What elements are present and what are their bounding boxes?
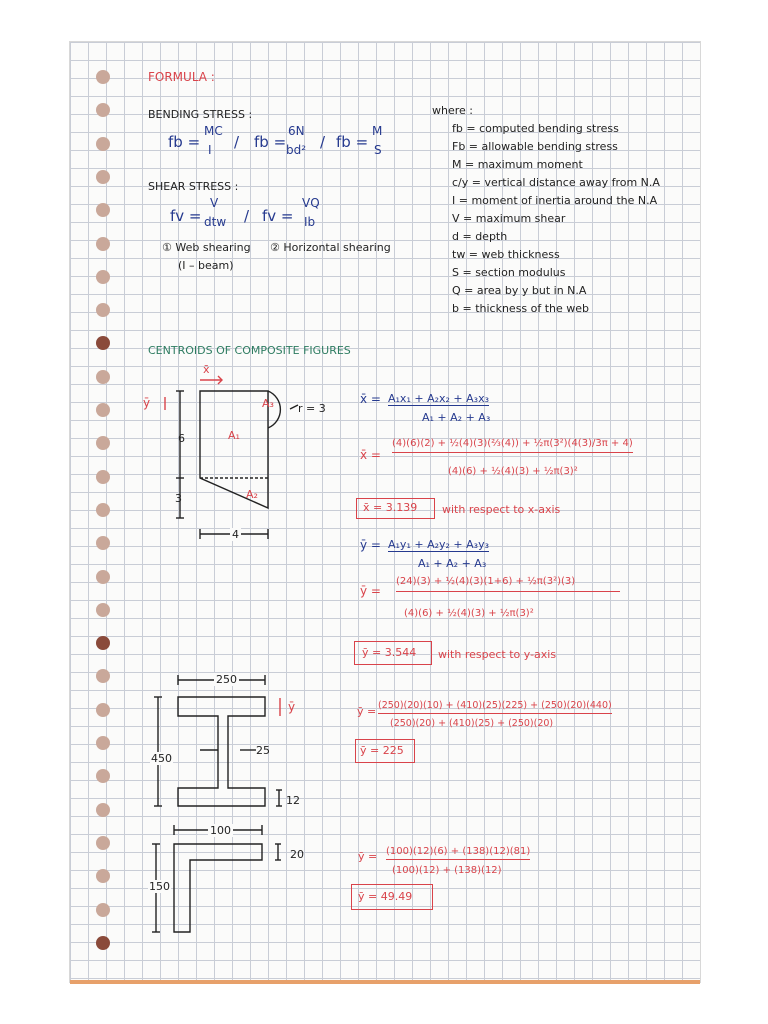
shear-stress-label: SHEAR STRESS :: [148, 180, 239, 193]
bending-f3-num: M: [372, 124, 383, 138]
where-item: V = maximum shear: [452, 212, 566, 225]
bending-sep1: /: [234, 133, 240, 151]
bending-f3-den: S: [374, 143, 382, 157]
bending-f1-den: I: [208, 143, 212, 157]
bending-f2-den: bd²: [286, 143, 307, 157]
angle-dim-top: 100: [210, 824, 231, 837]
fig1-ybar-label: ȳ: [143, 396, 151, 410]
ibeam-dim-web: 25: [256, 744, 270, 757]
shear-note-1-sub: (I – beam): [178, 259, 234, 272]
ibeam-ybar-label: ȳ: [288, 700, 296, 714]
xbar-eq1-lhs: x̄ =: [360, 392, 381, 406]
xbar-eq2-den: (4)(6) + ½(4)(3) + ½π(3)²: [448, 466, 578, 477]
fig1-A2-label: A₂: [246, 488, 258, 501]
where-item: Fb = allowable bending stress: [452, 140, 618, 153]
where-item: fb = computed bending stress: [452, 122, 619, 135]
bending-f1-lhs: fb =: [168, 133, 201, 151]
shear-f2-den: Ib: [304, 215, 316, 229]
ibeam-outline: [178, 697, 265, 806]
where-item: d = depth: [452, 230, 508, 243]
fig1-A1-label: A₁: [228, 429, 240, 442]
ibeam-eq-lhs: ȳ =: [357, 705, 377, 718]
bending-f3-lhs: fb =: [336, 133, 369, 151]
xbar-result: x̄ = 3.139: [363, 501, 418, 514]
ibeam-dim-top: 250: [216, 673, 237, 686]
where-item: I = moment of inertia around the N.A: [452, 194, 658, 207]
ibeam-eq-num: (250)(20)(10) + (410)(25)(225) + (250)(20)(440): [378, 700, 612, 714]
ibeam-eq-den: (250)(20) + (410)(25) + (250)(20): [390, 718, 554, 729]
ybar-eq2-num: (24)(3) + ½(4)(3)(1+6) + ½π(3²)(3): [396, 576, 620, 592]
shear-f1-den: dtw: [204, 215, 227, 229]
fig1-dim-6: 6: [178, 432, 185, 445]
bending-f2-lhs: fb =: [254, 133, 287, 151]
angle-result: ȳ = 49.49: [358, 890, 413, 903]
xbar-eq2-lhs: x̄ =: [360, 448, 381, 462]
bending-stress-label: BENDING STRESS :: [148, 108, 253, 121]
ybar-eq1-num: A₁y₁ + A₂y₂ + A₃y₃: [388, 538, 489, 551]
angle-dim-height: 150: [149, 880, 170, 893]
fig1-xbar-label: x̄: [203, 363, 210, 376]
angle-eq-lhs: ȳ =: [358, 850, 378, 863]
ybar-note: with respect to y-axis: [438, 648, 557, 661]
where-item: b = thickness of the web: [452, 302, 590, 315]
ibeam-dim-flange: 12: [286, 794, 300, 807]
xbar-eq1-num: A₁x₁ + A₂x₂ + A₃x₃: [388, 392, 489, 405]
xbar-note: with respect to x-axis: [442, 503, 561, 516]
xbar-eq1-den: A₁ + A₂ + A₃: [422, 411, 491, 424]
centroids-heading: CENTROIDS OF COMPOSITE FIGURES: [148, 344, 351, 357]
bending-sep2: /: [320, 133, 326, 151]
bending-f2-num: 6N: [288, 124, 305, 138]
bending-f1-num: MC: [204, 124, 223, 138]
ybar-eq1-lhs: ȳ =: [360, 538, 381, 552]
ybar-result: ȳ = 3.544: [362, 646, 417, 659]
fig1-dim-4: 4: [232, 528, 239, 541]
ybar-eq2-den: (4)(6) + ½(4)(3) + ½π(3)²: [404, 608, 534, 619]
angle-eq-num: (100)(12)(6) + (138)(12)(81): [386, 846, 530, 860]
where-item: c/y = vertical distance away from N.A: [452, 176, 660, 189]
fig1-dim-3: 3: [175, 492, 182, 505]
where-item: M = maximum moment: [452, 158, 583, 171]
where-label: where :: [432, 104, 473, 117]
fig1-radius-label: r = 3: [298, 402, 326, 415]
ibeam-result: ȳ = 225: [360, 744, 404, 757]
where-item: Q = area by y but in N.A: [452, 284, 587, 297]
angle-dim-flange: 20: [290, 848, 304, 861]
shear-note-1: ① Web shearing: [162, 241, 251, 254]
fig1-A3-label: A₃: [262, 397, 274, 410]
shear-note-2: ② Horizontal shearing: [270, 241, 391, 254]
ybar-eq2-lhs: ȳ =: [360, 584, 381, 598]
shear-sep: /: [244, 207, 250, 225]
xbar-eq2-num: (4)(6)(2) + ½(4)(3)(⅔(4)) + ½π(3²)(4(3)/3π + 4): [392, 438, 633, 453]
shear-f2-lhs: fv =: [262, 207, 294, 225]
shear-f2-num: VQ: [302, 196, 320, 210]
where-item: tw = web thickness: [452, 248, 560, 261]
formula-heading: FORMULA :: [148, 70, 215, 84]
angle-eq-den: (100)(12) + (138)(12): [392, 865, 502, 876]
where-item: S = section modulus: [452, 266, 566, 279]
shear-f1-num: V: [210, 196, 219, 210]
angle-outline: [174, 844, 262, 932]
shear-f1-lhs: fv =: [170, 207, 202, 225]
ibeam-dim-height: 450: [151, 752, 172, 765]
ybar-eq1-den: A₁ + A₂ + A₃: [418, 557, 487, 570]
